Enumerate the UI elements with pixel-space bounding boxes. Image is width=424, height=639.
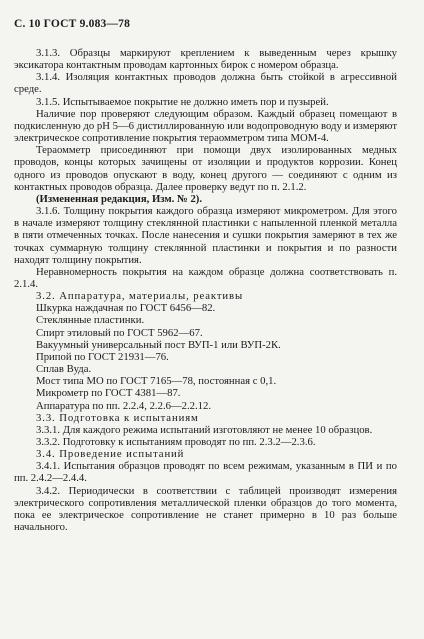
paragraph: 3.1.5. Испытываемое покрытие не должно иметь пор и пузырей. <box>36 95 329 108</box>
paragraph: 3.4.1. Испытания образцов проводят по всем режимам, указанным в ПИ и по пп. 2.4.2—2.4.4. <box>14 460 397 485</box>
paragraph: 3.4.2. Периодически в соответствии с таблицей производят измерения электрического сопротивления металлической пленки образцов до того момента, пока ее электрическое сопротивление не станет примерно в 10 раз больше начального. <box>14 484 397 534</box>
paragraph: 3.1.3. Образцы маркируют креплением к выведенным через крышку эксикатора контактным проводам картонных бирок с номером образца. <box>14 47 397 72</box>
list-item: Припой по ГОСТ 21931—76. <box>36 350 169 363</box>
section-heading: 3.2. Аппаратура, материалы, реактивы <box>36 290 244 303</box>
section-heading: 3.4. Проведение испытаний <box>36 448 185 461</box>
list-item: Микрометр по ГОСТ 4381—87. <box>36 387 181 400</box>
list-item: Мост типа МО по ГОСТ 7165—78, постоянная с 0,1. <box>36 375 277 388</box>
paragraph: Неравномерность покрытия на каждом образце должна соответствовать п. 2.1.4. <box>14 265 397 290</box>
paragraph: Наличие пор проверяют следующим образом. Каждый образец помещают в подкисленную до рН 5—6 дистиллированную или водопроводную воду и измеряют электрическое сопротивление покрытия тераомметром типа МОМ-4. <box>14 107 397 145</box>
paragraph: 3.1.6. Толщину покрытия каждого образца измеряют микрометром. Для этого в начале измеряют толщину стеклянной пластинки с напыленной пленкой металла в пяти отмеченных точках. После нанесения и сушки покрытия замеряют в тех же точках суммарную толщину стеклянной пластинки и покрытия и по разности находят толщину покрытия. <box>14 205 397 266</box>
paragraph: 3.3.1. Для каждого режима испытаний изготовляют не менее 10 образцов. <box>36 423 373 436</box>
list-item: Стеклянные пластинки. <box>36 314 145 327</box>
list-item: Аппаратура по пп. 2.2.4, 2.2.6—2.2.12. <box>36 399 212 412</box>
list-item: Спирт этиловый по ГОСТ 5962—67. <box>36 326 203 339</box>
paragraph: 3.1.4. Изоляция контактных проводов должна быть стойкой в агрессивной среде. <box>14 71 397 96</box>
document-body <box>14 47 397 533</box>
list-item: Сплав Вуда. <box>36 363 92 376</box>
list-item: Вакуумный универсальный пост ВУП-1 или ВУП-2К. <box>36 338 281 351</box>
paragraph: 3.3.2. Подготовку к испытаниям проводят по пп. 2.3.2—2.3.6. <box>36 436 316 448</box>
list-item: Шкурка наждачная по ГОСТ 6456—82. <box>36 302 216 315</box>
page-header: С. 10 ГОСТ 9.083—78 <box>14 18 131 30</box>
section-heading: 3.3. Подготовка к испытаниям <box>36 411 199 424</box>
paragraph: (Измененная редакция, Изм. № 2). <box>36 192 203 205</box>
paragraph: Тераомметр присоединяют при помощи двух изолированных медных проводов, концы которых зачищены от изоляции и продуктов коррозии. Конец одного из проводов опускают в воду, конец другого — соединяют с одним из контактных проводов образца. Далее проверку ведут по п. 2.1.2. <box>14 144 397 193</box>
